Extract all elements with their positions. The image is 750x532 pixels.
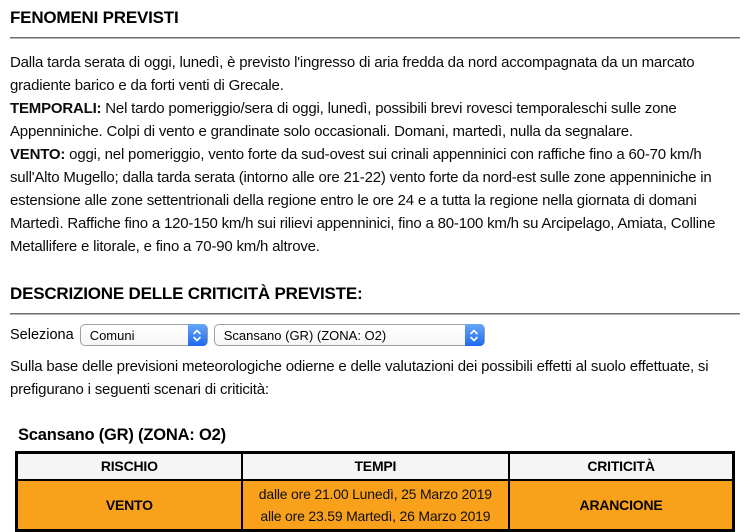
vento-label: VENTO: [10, 146, 66, 163]
temporali-text: Nel tardo pomeriggio/sera di oggi, lunedì, possibili brevi rovesci temporaleschi sulle zone Appenniniche. Colpi di vento e grandinate solo occasionali. Domani, martedì, nulla da segnalare. [10, 100, 677, 140]
comuni-select[interactable] [80, 324, 208, 346]
intro-text: Dalla tarda serata di oggi, lunedì, è previsto l'ingresso di aria fredda da nord accompagnata da un marcato gradiente barico e da forti venti di Grecale. [10, 54, 695, 94]
divider [10, 37, 740, 39]
select-stepper-icon [188, 324, 207, 346]
descrizione-title: DESCRIZIONE DELLE CRITICITÀ PREVISTE: [10, 284, 363, 303]
header-tempi: TEMPI [242, 453, 509, 480]
header-criticita: CRITICITÀ [509, 453, 733, 480]
rischio-cell: VENTO [17, 480, 242, 531]
vento-text: oggi, nel pomeriggio, vento forte da sud-ovest sui crinali appenninici con raffiche fino a 60-70 km/h sull'Alto Mugello; dalla tarda serata (intorno alle ore 21-22) vento forte da nord-est sulle zone appenniniche in estensione alle zone settentrionali della regione entro le ore 24 e a tutta la regione nella giornata di domani Martedì. Raffiche fino a 120-150 km/h sui rilievi appenninici, fino a 80-100 km/h su Arcipelago, Amiata, Colline Metallifere e litorale, e fino a 70-90 km/h altrove. [10, 146, 716, 255]
zone-select-row [10, 324, 740, 346]
criticita-table [15, 451, 735, 532]
criticita-cell: ARANCIONE [509, 480, 733, 531]
table-header-row [17, 453, 734, 480]
scenario-note: Sulla base delle previsioni meteorologiche odierne e delle valutazioni dei possibili effetti al suolo effettuate, si prefigurano i seguenti scenari di criticità: [10, 358, 709, 398]
zona-select[interactable] [214, 324, 485, 346]
forecast-text-block [10, 51, 742, 258]
zone-title: Scansano (GR) (ZONA: O2) [18, 426, 226, 444]
tempi-cell [242, 480, 509, 531]
comuni-select-value: Comuni [89, 327, 135, 343]
header-rischio: RISCHIO [17, 453, 242, 480]
temporali-label: TEMPORALI: [10, 100, 102, 117]
tempi-start: dalle ore 21.00 Lunedì, 25 Marzo 2019 [258, 485, 492, 502]
select-label: Seleziona [10, 327, 74, 343]
divider [10, 313, 740, 315]
zona-select-value: Scansano (GR) (ZONA: O2) [223, 327, 387, 343]
select-stepper-icon [465, 324, 484, 346]
tempi-end: alle ore 23.59 Martedì, 26 Marzo 2019 [260, 507, 491, 524]
table-row [17, 480, 734, 531]
fenomeni-title: FENOMENI PREVISTI [10, 8, 179, 27]
